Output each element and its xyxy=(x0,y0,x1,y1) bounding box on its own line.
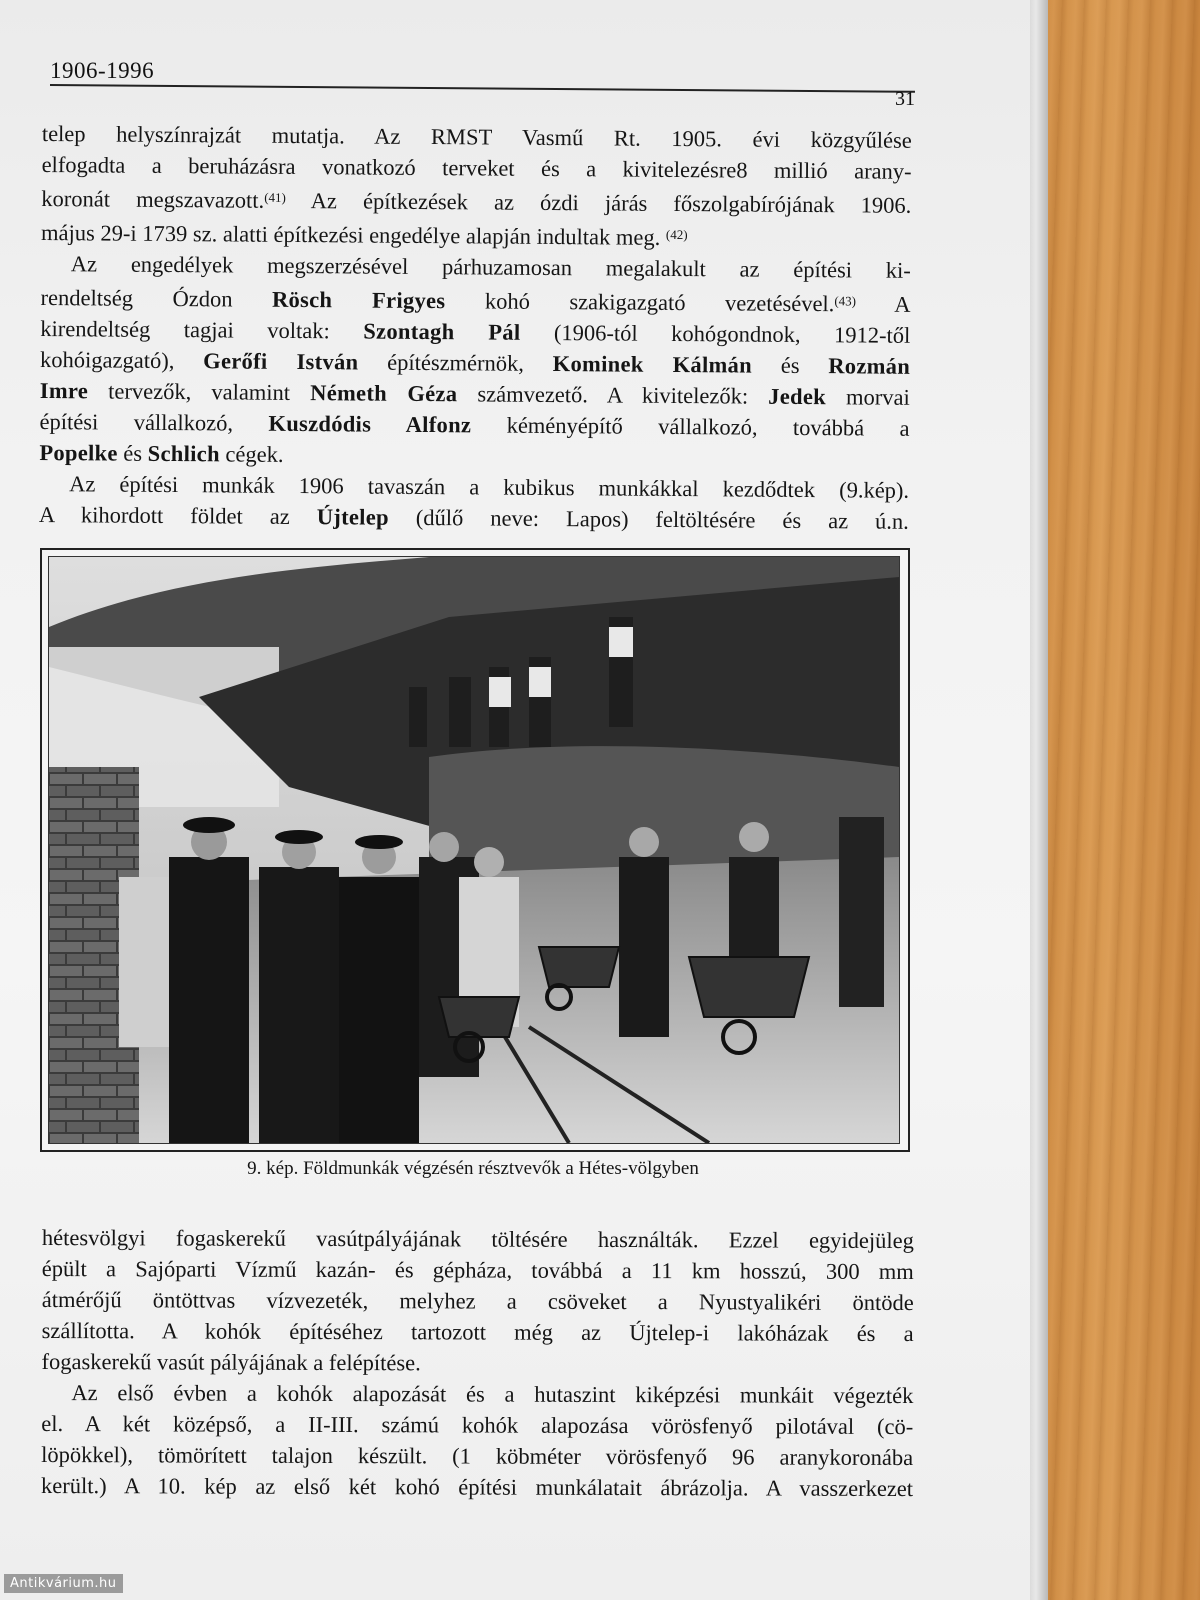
place-name: Újtelep xyxy=(316,504,389,530)
text-line: Imre tervezők, valamint Németh Géza számvezető. A kivitelezők: Jedek morvai xyxy=(39,377,910,410)
company-name: Popelke xyxy=(39,439,118,466)
page-header xyxy=(50,58,915,108)
text-line: május 29-i 1739 sz. alatti építkezési engedélye alapján indultak meg. $^{(42)}$ xyxy=(41,219,688,250)
person-name: Kominek Kálmán xyxy=(552,351,753,378)
person-name: Rozmán xyxy=(828,353,911,379)
text-line: került.) A 10. kép az első két kohó építési munkálatait ábrázolja. A vasszerkezet xyxy=(41,1472,914,1502)
body-text-bottom xyxy=(41,1222,914,1504)
text-line: Az engedélyek megszerzésével párhuzamosan megalakult az építési ki- xyxy=(70,251,911,283)
person-name: Imre xyxy=(39,377,89,404)
text-line: el. A két középső, a II-III. számú kohók alapozása vörösfenyő pilotával (cö- xyxy=(41,1410,914,1440)
footnote-ref: (42) xyxy=(665,226,688,243)
text-line: koronát megszavazott.$^{(41)}$ Az építkezések az ózdi járás főszolgabírójának 1906. xyxy=(41,185,912,218)
person-name: Németh Géza xyxy=(310,380,458,407)
person-name: Gerőfi István xyxy=(203,348,359,375)
person-name: Rösch Frigyes xyxy=(271,286,446,314)
figure-caption: 9. kép. Földmunkák végzésén résztvevők a Hétes-völgyben xyxy=(247,1158,699,1179)
company-name: Schlich xyxy=(147,440,220,467)
text-line: Az építési munkák 1906 tavaszán a kubikus munkákkal kezdődtek (9.kép). xyxy=(69,471,910,503)
text-line: kohóigazgató), Gerőfi István építészmérnök, Kominek Kálmán és Rozmán xyxy=(40,346,911,379)
text-line: Az első évben a kohók alapozását és a hutaszint kiképzési munkáit végezték xyxy=(71,1380,914,1409)
text-line: A kihordott földet az Újtelep (dűlő neve: Lapos) feltöltésére és az ú.n. xyxy=(38,501,909,534)
text-line: átmérőjű öntöttvas vízvezeték, melyhez a csöveket a Nyustyalikéri öntöde xyxy=(41,1286,914,1316)
text-line: löpökkel), tömörített talajon készült. (1 köbméter vörösfenyő 96 aranykoronába xyxy=(41,1441,914,1471)
person-name: Szontagh Pál xyxy=(363,318,521,345)
text-line: épült a Sajóparti Vízmű kazán- és gépháza, továbbá a 11 km hosszú, 300 mm xyxy=(41,1255,914,1285)
text-line: építési vállalkozó, Kuszdódis Alfonz kéményépítő vállalkozó, továbbá a xyxy=(39,408,910,441)
footnote-ref: (43) xyxy=(834,293,857,309)
text-line: hétesvölgyi fogaskerekű vasútpályájának töltésére használták. Ezzel egyidejüleg xyxy=(41,1225,914,1254)
text-line: fogaskerekű vasút pályájának a felépítése. xyxy=(41,1348,421,1376)
page-number: 31 xyxy=(895,88,915,110)
text-line: elfogadta a beruházásra vonatkozó terveket és a kivitelezésre8 millió arany- xyxy=(41,151,912,184)
running-head: 1906-1996 xyxy=(50,58,155,83)
company-name: Jedek xyxy=(768,383,827,410)
header-rule xyxy=(50,84,915,93)
footnote-ref: (41) xyxy=(264,189,286,205)
photo-illustration xyxy=(49,557,899,1143)
site-watermark: Antikvárium.hu xyxy=(4,1574,123,1593)
text-line: rendeltség Ózdon Rösch Frigyes kohó szakigazgató vezetésével.$^{(43)}$ A xyxy=(40,284,911,317)
body-text-top xyxy=(39,118,912,537)
wooden-table-background xyxy=(1040,0,1200,1600)
text-line: Popelke és Schlich cégek. xyxy=(39,439,284,467)
historical-photo xyxy=(48,556,900,1144)
text-line: szállította. A kohók építéséhez tartozott még az Újtelep-i lakóházak és a xyxy=(41,1317,914,1347)
text-line: kirendeltség tagjai voltak: Szontagh Pál (1906-tól kohógondnok, 1912-től xyxy=(40,315,911,348)
person-name: Kuszdódis Alfonz xyxy=(268,410,472,438)
figure-frame xyxy=(40,548,910,1152)
text-line: telep helyszínrajzát mutatja. Az RMST Vasmű Rt. 1905. évi közgyűlése xyxy=(41,120,912,153)
